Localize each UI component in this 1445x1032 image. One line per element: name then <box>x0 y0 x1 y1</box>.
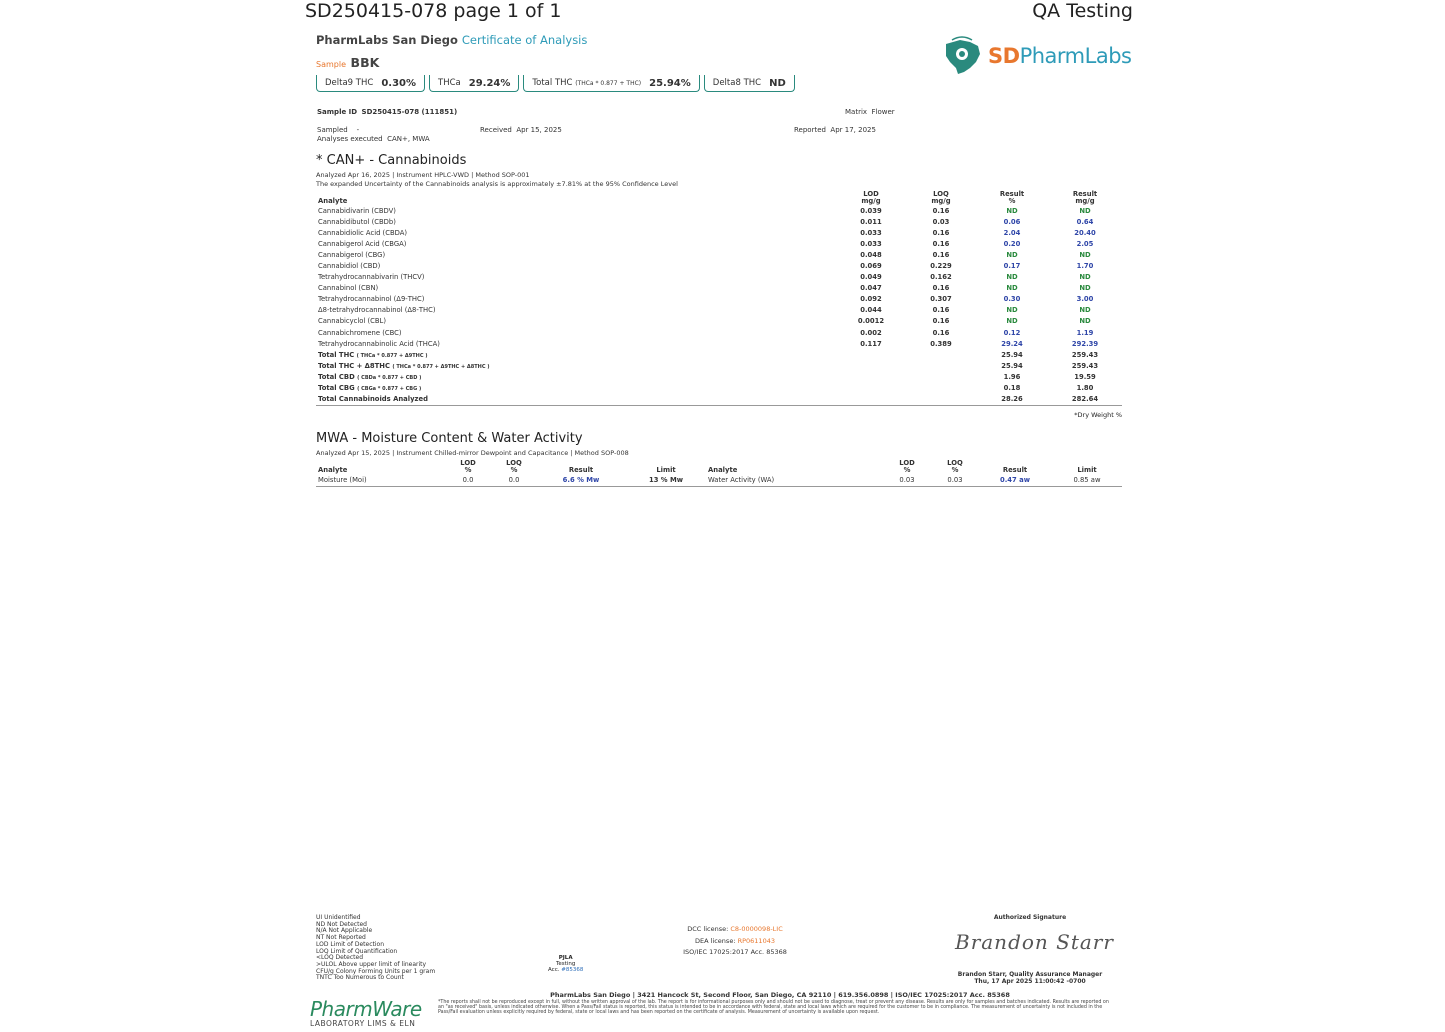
loq-cell: 0.16 <box>932 306 950 315</box>
received: Received Apr 15, 2025 <box>480 126 562 134</box>
signature-image: Brandon Starr <box>955 930 1114 954</box>
total-mg-cell: 19.59 <box>1074 372 1096 381</box>
analyte-cell: Cannabichromene (CBC) <box>318 328 402 337</box>
analyte-cell: Cannabidiol (CBD) <box>318 262 381 271</box>
abbreviation-legend <box>316 915 435 982</box>
lod-cell: 0.048 <box>860 250 882 259</box>
sdpharmlabs-logo <box>940 36 1131 76</box>
limit-cell: 13 % Mw <box>626 474 706 487</box>
loq-cell: 0.389 <box>930 339 952 348</box>
col-lod-2: LOD % <box>899 459 915 474</box>
pharmware-logo <box>310 997 422 1028</box>
legend-item: LOQ Limit of Quantification <box>316 947 398 955</box>
col-analyte: Analyte <box>318 197 348 205</box>
total-row <box>316 394 1122 406</box>
result-mg-cell: ND <box>1079 273 1091 282</box>
table-row <box>316 294 1122 305</box>
iso-accreditation: ISO/IEC 17025:2017 Acc. 85368 <box>683 948 787 956</box>
table-row <box>316 316 1122 327</box>
result-mg-cell: ND <box>1079 284 1091 293</box>
col-limit-2: Limit <box>1077 466 1097 474</box>
pharmware-wordmark: PharmWare <box>310 997 422 1021</box>
col-analyte-2: Analyte <box>708 466 738 474</box>
analyte-cell: Cannabigerol (CBG) <box>318 250 386 259</box>
table-row <box>316 474 1122 487</box>
col-loq: LOQ mg/g <box>931 190 951 205</box>
result-pct-cell: ND <box>1006 284 1018 293</box>
sample-line <box>316 55 379 70</box>
col-result-mg: Result mg/g <box>1072 190 1098 205</box>
table-header <box>316 460 1122 474</box>
analyte-cell: Tetrahydrocannabinol (Δ9-THC) <box>318 295 425 304</box>
total-pct-cell: 28.26 <box>976 394 1048 406</box>
col-loq-2: LOQ % <box>947 459 963 474</box>
lod-cell: 0.069 <box>860 262 882 271</box>
legend-item: ND Not Detected <box>316 920 367 928</box>
mwa-analysis-info: Analyzed Apr 15, 2025 | Instrument Chilled-mirror Dewpoint and Capacitance | Method SOP-008 <box>316 449 629 457</box>
lab-name: PharmLabs San Diego <box>316 33 458 47</box>
license-block <box>620 924 850 959</box>
result-pct-cell: 0.20 <box>1003 239 1021 248</box>
total-mg-cell: 282.64 <box>1048 394 1122 406</box>
pill-label: Delta8 THC <box>712 78 762 88</box>
lod-cell: 0.047 <box>860 284 882 293</box>
sampled: Sampled - <box>317 126 360 134</box>
pill-delta9 <box>316 75 425 92</box>
loq-cell: 0.307 <box>930 295 952 304</box>
signature-label: Authorized Signature <box>993 914 1067 921</box>
result-pct-cell: ND <box>1006 206 1018 215</box>
table-header <box>316 191 1122 205</box>
pjla-badge: PJLA Testing Acc. #85368 <box>548 955 584 973</box>
analyte-cell: Tetrahydrocannabivarin (THCV) <box>318 273 425 282</box>
lod-cell: 0.0 <box>444 474 492 487</box>
col-lod: LOD % <box>460 459 476 474</box>
lab-title <box>316 33 587 47</box>
total-mg-cell: 259.43 <box>1071 350 1099 359</box>
total-label: Total Cannabinoids Analyzed <box>316 394 836 406</box>
table-row <box>316 205 1122 216</box>
loq-cell: 0.0 <box>492 474 536 487</box>
loq-cell: 0.16 <box>932 239 950 248</box>
result-pct-cell: 0.12 <box>1003 328 1021 337</box>
total-pct-cell: 0.18 <box>1003 384 1021 393</box>
result-mg-cell: ND <box>1079 250 1091 259</box>
result-pct-cell: 29.24 <box>1001 339 1023 348</box>
result-mg-cell: 0.64 <box>1076 217 1094 226</box>
reported: Reported Apr 17, 2025 <box>794 126 876 134</box>
pill-label: Total THC (THCa * 0.877 + THC) <box>532 78 642 88</box>
legend-item: <LOQ Detected <box>316 954 364 962</box>
total-row <box>316 349 1122 360</box>
lod-cell: 0.039 <box>860 206 882 215</box>
pill-value: 25.94% <box>649 77 691 89</box>
result-pct-cell: 0.30 <box>1003 295 1021 304</box>
lod-cell: 0.0012 <box>857 317 885 326</box>
cannabinoids-table <box>316 191 1122 406</box>
result-pct-cell: ND <box>1006 306 1018 315</box>
legend-item: UI Unidentified <box>316 914 361 921</box>
sample-name: BBK <box>350 55 380 70</box>
result-mg-cell: 1.70 <box>1076 262 1094 271</box>
result-mg-cell: 20.40 <box>1074 228 1096 237</box>
result-pct-cell: 2.04 <box>1003 228 1021 237</box>
total-mg-cell: 1.80 <box>1076 384 1094 393</box>
col-result: Result <box>568 466 594 474</box>
result-cell: 0.47 aw <box>978 474 1052 487</box>
pill-delta8 <box>704 75 795 92</box>
result-cell: 6.6 % Mw <box>536 474 626 487</box>
lod-cell: 0.03 <box>882 474 932 487</box>
lod-cell: 0.044 <box>860 306 882 315</box>
loq-cell: 0.229 <box>930 262 952 271</box>
loq-cell: 0.16 <box>932 284 950 293</box>
table-row <box>316 216 1122 227</box>
can-section-title: * CAN+ - Cannabinoids <box>316 153 467 168</box>
legend-item: >ULOL Above upper limit of linearity <box>316 960 427 968</box>
table-row <box>316 283 1122 294</box>
lod-cell: 0.033 <box>860 239 882 248</box>
matrix: Matrix Flower <box>845 108 895 116</box>
analyte-cell: Δ8-tetrahydrocannabinol (Δ8-THC) <box>318 306 436 315</box>
legend-item: NT Not Reported <box>316 934 366 942</box>
limit-cell: 0.85 aw <box>1052 474 1122 487</box>
result-pct-cell: ND <box>1006 250 1018 259</box>
lod-cell: 0.049 <box>860 273 882 282</box>
loq-cell: 0.162 <box>930 273 952 282</box>
loq-cell: 0.16 <box>932 206 950 215</box>
dry-weight-note: *Dry Weight % <box>1074 411 1122 419</box>
col-lod: LOD mg/g <box>861 190 881 205</box>
legend-item: LOD Limit of Detection <box>316 940 384 948</box>
col-result-2: Result <box>1002 466 1028 474</box>
result-mg-cell: ND <box>1079 317 1091 326</box>
pill-total-thc <box>523 75 699 92</box>
analyses-executed: Analyses executed CAN+, MWA <box>317 135 430 143</box>
analyte-cell: Cannabidivarin (CBDV) <box>318 206 396 215</box>
pill-value: 0.30% <box>381 77 417 89</box>
pill-label: THCa <box>438 78 461 88</box>
loq-cell: 0.16 <box>932 328 950 337</box>
report-id-header: SD250415-078 page 1 of 1 <box>305 0 562 22</box>
lod-cell: 0.011 <box>860 217 882 226</box>
loq-cell: 0.16 <box>932 228 950 237</box>
can-uncertainty: The expanded Uncertainty of the Cannabinoids analysis is approximately ±7.81% at the 95% Confidence Level <box>316 180 678 188</box>
pill-thca <box>429 75 519 92</box>
result-mg-cell: 292.39 <box>1071 339 1099 348</box>
total-pct-cell: 1.96 <box>1003 372 1021 381</box>
result-pct-cell: ND <box>1006 273 1018 282</box>
total-row <box>316 360 1122 371</box>
analyte-cell: Cannabinol (CBN) <box>318 284 379 293</box>
legend-item: TNTC Too Numerous to Count <box>316 974 404 982</box>
loq-cell: 0.16 <box>932 317 950 326</box>
mwa-section-title: MWA - Moisture Content & Water Activity <box>316 431 583 446</box>
total-label: Total THC ( THCa * 0.877 + Δ9THC ) <box>318 350 428 359</box>
logo-wordmark: SDPharmLabs <box>988 44 1132 68</box>
report-type-header: QA Testing <box>1032 0 1133 22</box>
total-row <box>316 371 1122 382</box>
table-row <box>316 272 1122 283</box>
result-mg-cell: ND <box>1079 206 1091 215</box>
analyte-cell: Cannabidiolic Acid (CBDA) <box>318 228 408 237</box>
col-limit: Limit <box>656 466 676 474</box>
legend-item: N/A Not Applicable <box>316 927 373 935</box>
analyte-cell: Moisture (Moi) <box>316 474 444 487</box>
signed-date: Thu, 17 Apr 2025 11:00:42 -0700 <box>974 978 1086 985</box>
dea-license: DEA license: RP0611043 <box>695 936 775 945</box>
table-row <box>316 338 1122 349</box>
sample-id: Sample ID SD250415-078 (111851) <box>317 108 458 116</box>
signer-name: Brandon Starr, Quality Assurance Manager <box>957 971 1103 978</box>
pill-label: Delta9 THC <box>325 78 374 88</box>
table-row <box>316 227 1122 238</box>
table-row <box>316 327 1122 338</box>
moisture-table <box>316 460 1122 487</box>
analyte-cell: Cannabidibutol (CBDb) <box>318 217 396 226</box>
result-mg-cell: ND <box>1079 306 1091 315</box>
total-label: Total THC + Δ8THC ( THCa * 0.877 + Δ9THC + Δ8THC ) <box>318 361 490 370</box>
potency-summary <box>316 75 795 92</box>
table-row <box>316 238 1122 249</box>
lod-cell: 0.117 <box>860 339 882 348</box>
col-loq: LOQ % <box>506 459 522 474</box>
coa-title: Certificate of Analysis <box>461 33 588 47</box>
result-pct-cell: 0.17 <box>1003 262 1021 271</box>
result-pct-cell: ND <box>1006 317 1018 326</box>
analyte-cell: Tetrahydrocannabinolic Acid (THCA) <box>318 339 440 348</box>
lod-cell: 0.033 <box>860 228 882 237</box>
total-label: Total CBD ( CBDa * 0.877 + CBD ) <box>318 372 422 381</box>
result-mg-cell: 3.00 <box>1076 295 1094 304</box>
total-label: Total CBG ( CBGa * 0.877 + CBG ) <box>318 384 422 393</box>
table-row <box>316 305 1122 316</box>
col-analyte: Analyte <box>318 466 348 474</box>
lod-cell: 0.092 <box>860 295 882 304</box>
total-pct-cell: 25.94 <box>1001 361 1023 370</box>
signer <box>940 971 1120 985</box>
result-mg-cell: 2.05 <box>1076 239 1094 248</box>
legend-item: CFU/g Colony Forming Units per 1 gram <box>316 967 436 975</box>
loq-cell: 0.16 <box>932 250 950 259</box>
pill-value: 29.24% <box>468 77 511 89</box>
total-pct-cell: 25.94 <box>1001 350 1023 359</box>
result-mg-cell: 1.19 <box>1076 328 1094 337</box>
analyte-cell: Cannabigerol Acid (CBGA) <box>318 239 407 248</box>
lod-cell: 0.002 <box>860 328 882 337</box>
loq-cell: 0.03 <box>932 474 978 487</box>
table-row <box>316 260 1122 271</box>
california-logo-icon <box>940 36 984 76</box>
col-result-pct: Result % <box>999 190 1025 205</box>
table-row <box>316 249 1122 260</box>
analyte-cell: Water Activity (WA) <box>706 474 882 487</box>
result-pct-cell: 0.06 <box>1003 217 1021 226</box>
dcc-license: DCC license: C8-0000098-LIC <box>687 925 783 933</box>
sample-label: Sample <box>316 60 346 69</box>
footer-disclaimer: *The reports shall not be reproduced except in full, without the written approval of the lab. The report is for informational purposes only and should not be used to diagnose, treat or prevent any disease. Results are only for samples and batches indicated. Results are reported on an "as received" basis, unless indicated otherwise. When a Pass/Fail status is reported, this status is intended to be in accordance with federal, state and local laws which are required for the customer to be in compliance. The measurement of uncertainty is not included in the Pass/Fail evaluation unless explicitly required by federal, state or local laws and has been reported on the certificate of analysis. Measurement of uncertainty is available upon request. <box>438 1000 1109 1015</box>
total-mg-cell: 259.43 <box>1071 361 1099 370</box>
total-row <box>316 383 1122 394</box>
pill-value: ND <box>769 77 786 89</box>
analyte-cell: Cannabicyclol (CBL) <box>318 317 386 326</box>
footer-address: PharmLabs San Diego | 3421 Hancock St, Second Floor, San Diego, CA 92110 | 619.356.0898 | ISO/IEC 17025:2017 Acc. 85368 <box>550 991 1010 999</box>
loq-cell: 0.03 <box>932 217 950 226</box>
can-analysis-info: Analyzed Apr 16, 2025 | Instrument HPLC-VWD | Method SOP-001 <box>316 171 530 179</box>
pharmware-tagline: LABORATORY LIMS & ELN <box>310 1019 416 1028</box>
